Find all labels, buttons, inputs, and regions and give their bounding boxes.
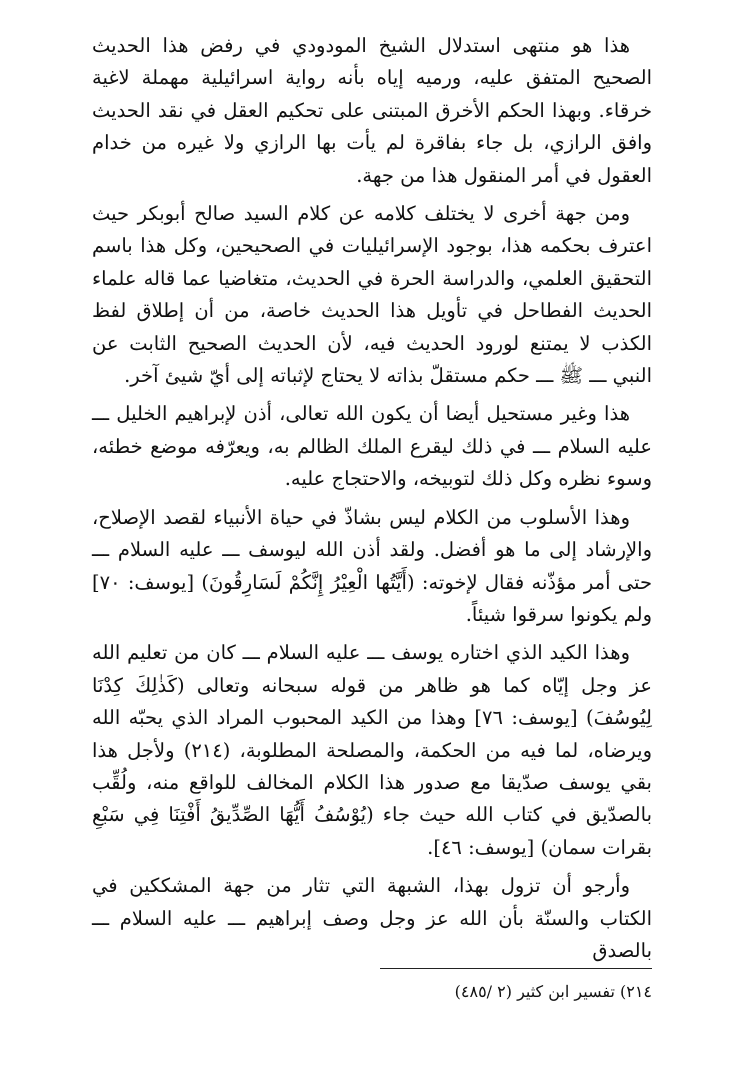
paragraph-3: هذا وغير مستحيل أيضا أن يكون الله تعالى، أذن لإبراهيم الخليل ـــ عليه السلام ـــ في ذلك ليقرع الملك الظالم به، ويعرّفه موضع خطئه، وسوء نظره وكل ذلك لتوبيخه، والاحتجاج عليه. — [92, 402, 652, 491]
paragraph-2: ومن جهة أخرى لا يختلف كلامه عن كلام السيد صالح أبوبكر حيث اعترف بحكمه هذا، بوجود الإسرائيليات في الصحيحين، وكل هذا باسم التحقيق العلمي، والدراسة الحرة في الحديث، متغاضيا عما قاله علماء الحديث الفطاحل في تأويل هذا الحديث خاصة، من أن إطلاق لفظ الكذب لا يمتنع لورود الحديث فيه، لأن الحديث الصحيح الثابت عن النبي ـــ ﷺ ـــ حكم مستقلّ بذاته لا يحتاج لإثباته إلى أيّ شيئ آخر. — [92, 202, 652, 388]
paragraph-4: وهذا الأسلوب من الكلام ليس بشاذّ في حياة الأنبياء لقصد الإصلاح، والإرشاد إلى ما هو أفضل. ولقد أذن الله ليوسف ـــ عليه السلام ـــ حتى أمر مؤذّنه فقال لإخوته: (أَيَّتُها الْعِيْرُ إِنَّكُمْ لَسَارِقُونَ) [يوسف: ٧٠] ولم يكونوا سرقوا شيئاً. — [92, 505, 652, 626]
footnote: ٢١٤) تفسير ابن كثير (٢ /٤٨٥) — [454, 982, 652, 1001]
paragraph-6: وأرجو أن تزول بهذا، الشبهة التي تثار من جهة المشككين في الكتاب والسنّة بأن الله عز وجل وصف إبراهيم ـــ عليه السلام ـــ بالصدق — [92, 874, 652, 962]
paragraph-1: هذا هو منتهى استدلال الشيخ المودودي في رفض هذا الحديث الصحيح المتفق عليه، ورميه إياه بأنه رواية اسرائيلية مهملة لاغية خرقاء. وبهذا الحكم الأخرق المبتنى على تحكيم العقل في نقد الحديث وافق الرازي، بل جاء بفاقرة لم يأت بها الرازي ولا غيره من خدام العقول في أمر المنقول هذا من جهة. — [92, 34, 652, 187]
footnote-divider — [380, 968, 652, 969]
paragraph-5: وهذا الكيد الذي اختاره يوسف ـــ عليه السلام ـــ كان من تعليم الله عز وجل إيّاه كما هو ظاهر من قوله سبحانه وتعالى (كَذٰلِكَ كِدْنَا لِيُوسُفَ) [يوسف: ٧٦] وهذا من الكيد المحبوب المراد الذي يحبّه الله ويرضاه، لما فيه من الحكمة، والمصلحة المطلوبة، (٢١٤) ولأجل هذا بقي يوسف صدّيقا مع صدور هذا الكلام المخالف للواقع منه، ولُقِّب بالصدّيق في كتاب الله حيث جاء (يُوْسُفُ أَيُّهَا الصِّدِّيقُ أَفْتِنَا فِي سَبْعِ بقرات سمان) [يوسف: ٤٦]. — [92, 641, 652, 859]
main-text — [92, 30, 652, 973]
